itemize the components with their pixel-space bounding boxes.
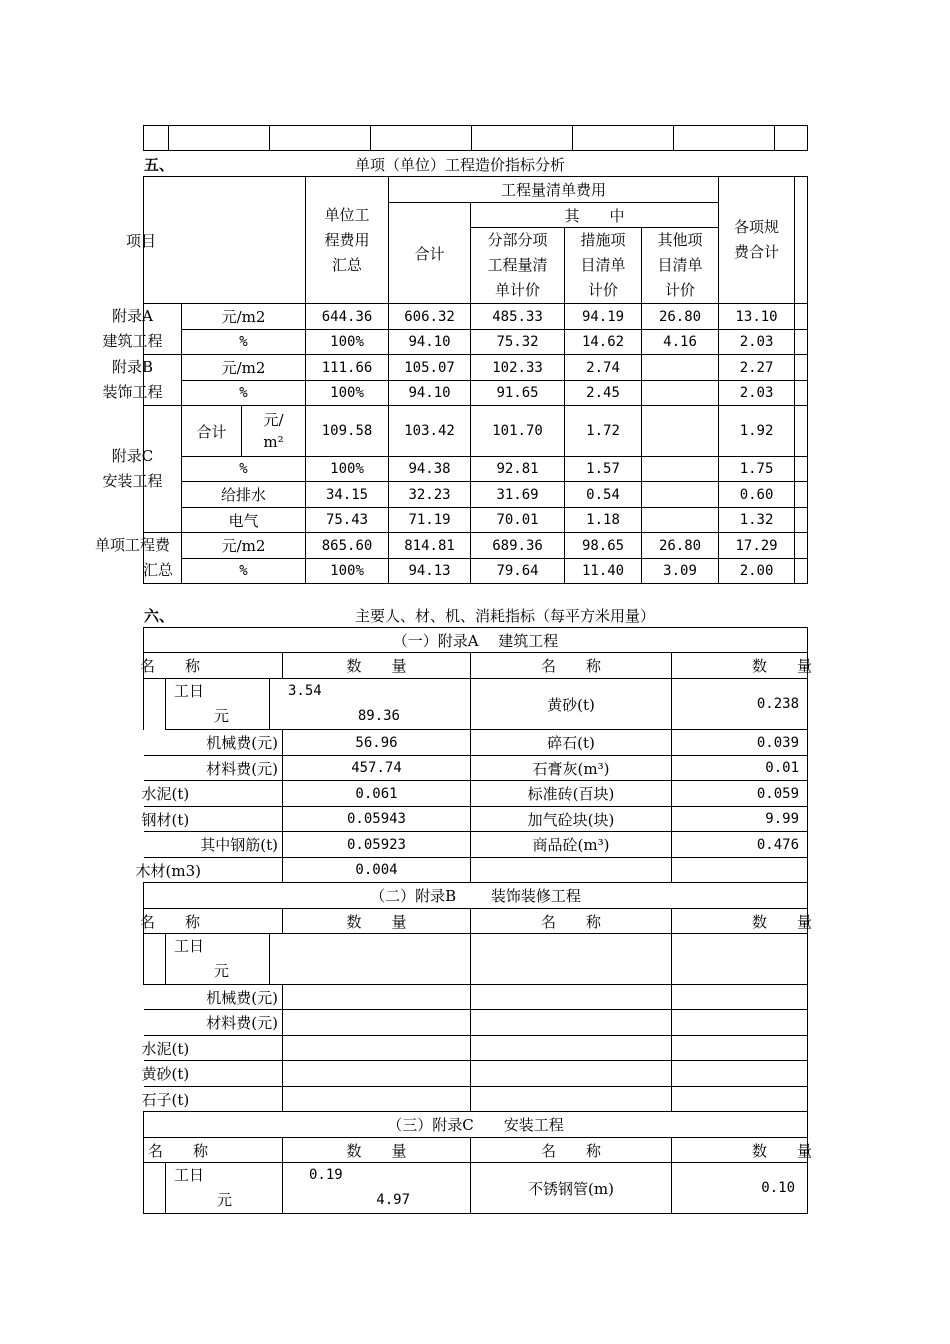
header-item: 项目 xyxy=(126,231,157,250)
part-b-row: 水泥(t) xyxy=(144,1036,808,1061)
part-b-row: 材料费(元) xyxy=(144,1010,808,1036)
consumption-table xyxy=(135,627,813,1214)
row-b-percent: % 100% 94.10 91.65 2.45 2.03 xyxy=(144,381,808,406)
header-among: 其 中 xyxy=(471,203,719,228)
cost-index-table xyxy=(94,176,808,584)
part-b-title: （二）附录B 装饰装修工程 xyxy=(144,883,808,909)
part-a-row: 机械费(元) 56.96 碎石(t) 0.039 xyxy=(144,730,808,756)
row-c-water: 给排水 34.15 32.23 31.69 0.54 0.60 xyxy=(144,482,808,508)
part-b-labor-row: 工日 元 xyxy=(144,934,808,985)
col-name-header: 名 称 xyxy=(144,1138,283,1163)
header-others: 其他项 目清单 计价 xyxy=(642,228,719,304)
col-qty-header: 数 量 xyxy=(283,1138,471,1163)
section6-title: 主要人、材、机、消耗指标（每平方米用量） xyxy=(355,607,656,625)
part-a-title: （一）附录A 建筑工程 xyxy=(144,628,808,653)
part-b-row: 石子(t) xyxy=(144,1087,808,1112)
row-c-percent: % 100% 94.38 92.81 1.57 1.75 xyxy=(144,457,808,482)
part-a-row: 其中钢筋(t) 0.05923 商品砼(m³) 0.476 xyxy=(144,832,808,858)
row-total-percent: % 100% 94.13 79.64 11.40 3.09 2.00 xyxy=(144,559,808,584)
col-name-header: 名 称 xyxy=(471,1138,672,1163)
part-c-labor-row: 工日 元 0.19 4.97 不锈钢管(m) 0.10 xyxy=(144,1163,808,1214)
row-c-electric: 电气 75.43 71.19 70.01 1.18 1.32 xyxy=(144,508,808,533)
part-a-row: 水泥(t) 0.061 标准砖(百块) 0.059 xyxy=(144,781,808,807)
col-name-header: 名 称 xyxy=(471,653,672,679)
col-qty-header: 数 量 xyxy=(672,1138,808,1163)
header-measures: 措施项 目清单 计价 xyxy=(565,228,642,304)
part-a-row: 钢材(t) 0.05943 加气砼块(块) 9.99 xyxy=(144,807,808,832)
section6-number: 六、 xyxy=(144,607,175,625)
row-b-yuan: 附录B 装饰工程 元/m2 111.66 105.07 102.33 2.74 2.27 xyxy=(144,355,808,381)
part-a-labor-row: 工日 元 3.54 89.36 黄砂(t) 0.238 xyxy=(144,679,808,730)
header-unit-cost: 单位工 程费用 汇总 xyxy=(306,177,389,304)
header-sub-item: 分部分项 工程量清 单计价 xyxy=(471,228,565,304)
col-name-header: 名 称 xyxy=(471,909,672,934)
row-c-yuan: 附录C 安装工程 合计 元/ m² 109.58 103.42 101.70 1.72 1.92 xyxy=(144,406,808,457)
col-name-header: 名 称 xyxy=(144,909,283,934)
part-c-title: （三）附录C 安装工程 xyxy=(144,1112,808,1138)
col-qty-header: 数 量 xyxy=(672,653,808,679)
col-name-header: 名 称 xyxy=(144,653,283,679)
part-b-row: 黄砂(t) xyxy=(144,1061,808,1087)
col-qty-header: 数 量 xyxy=(672,909,808,934)
section5-number: 五、 xyxy=(144,156,175,174)
part-b-row: 机械费(元) xyxy=(144,985,808,1010)
col-qty-header: 数 量 xyxy=(283,909,471,934)
row-a-percent: % 100% 94.10 75.32 14.62 4.16 2.03 xyxy=(144,330,808,355)
header-bill-cost: 工程量清单费用 xyxy=(389,177,719,203)
part-a-row: 材料费(元) 457.74 石膏灰(m³) 0.01 xyxy=(144,756,808,781)
part-a-row: 木材(m3) 0.004 xyxy=(144,858,808,883)
top-empty-row-table xyxy=(143,125,808,151)
row-total-yuan: 单项工程费 汇总 元/m2 865.60 814.81 689.36 98.65 26.80 17.29 xyxy=(144,533,808,559)
section5-title: 单项（单位）工程造价指标分析 xyxy=(355,156,566,174)
header-fees: 各项规 费合计 xyxy=(719,177,795,304)
col-qty-header: 数 量 xyxy=(283,653,471,679)
header-total: 合计 xyxy=(389,203,471,304)
row-a-yuan: 附录A 建筑工程 元/m2 644.36 606.32 485.33 94.19 26.80 13.10 xyxy=(144,304,808,330)
